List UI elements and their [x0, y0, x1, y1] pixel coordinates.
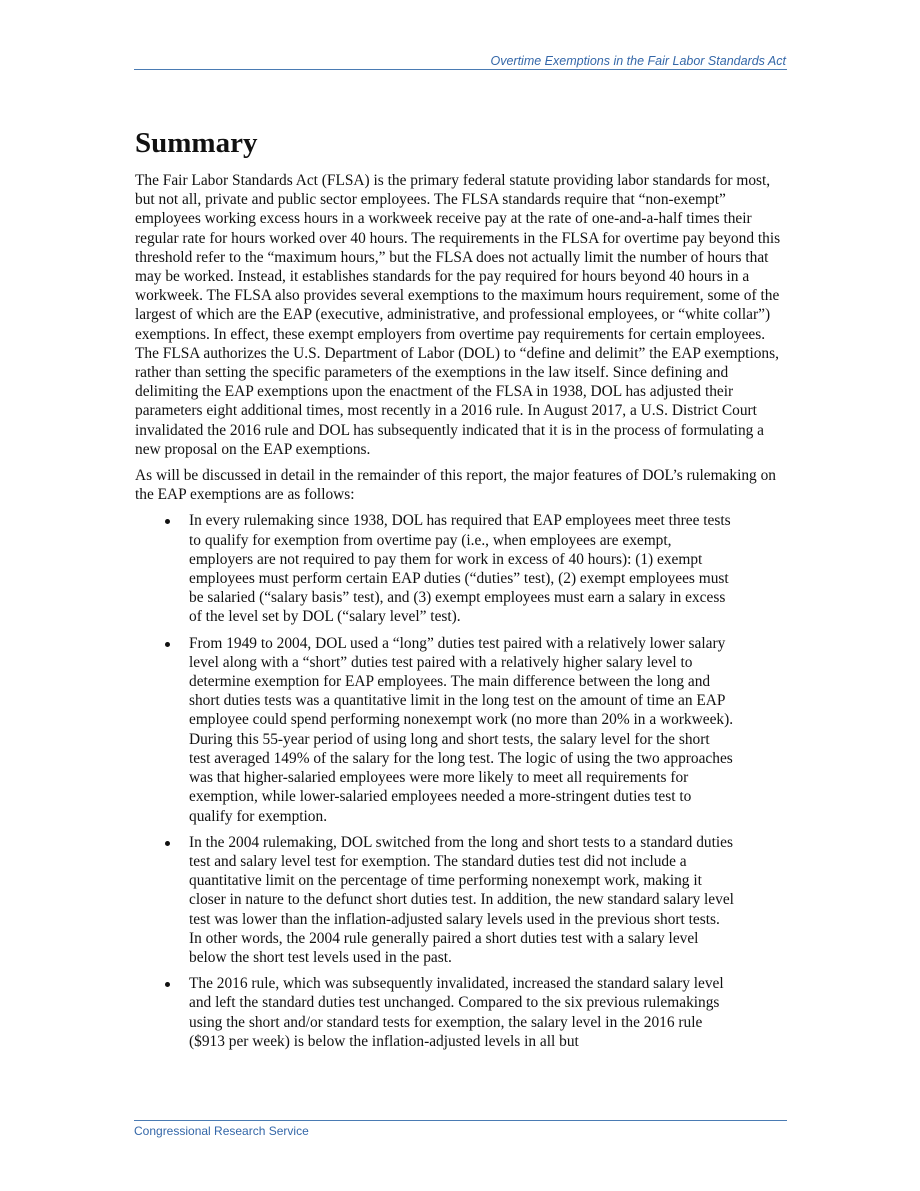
list-item-text: In every rulemaking since 1938, DOL has required that EAP employees meet three tests to qualify for exemption from overtime pay (i.e., when employees are exempt, employers are not required to pay them for work in excess of 40 hours): (1) exempt employees must perform certain EAP duties (“duties” test), (2) exempt employees must be salaried (“salary basis” test), and (3) exempt employees must earn a salary in excess of the level set by DOL (“salary level” test). [189, 512, 731, 626]
list-item [189, 511, 734, 626]
bullet-icon [165, 519, 170, 524]
running-header [134, 54, 787, 70]
list-item [189, 634, 734, 826]
bullet-icon [165, 642, 170, 647]
page-footer [134, 1120, 787, 1138]
bullet-icon [165, 841, 170, 846]
list-item-text: From 1949 to 2004, DOL used a “long” duties test paired with a relatively lower salary level along with a “short” duties test paired with a relatively higher salary level to determine exemption for EAP employees. The main difference between the long and short duties tests was a quantitative limit in the long test on the amount of time an EAP employee could spend performing nonexempt work (no more than 20% in a workweek). During this 55-year period of using long and short tests, the salary level for the short test averaged 149% of the salary for the long test. The logic of using the two approaches was that higher-salaried employees were more likely to meet all requirements for exemption, while lower-salaried employees needed a more-stringent duties test to qualify for exemption. [189, 634, 734, 825]
list-item-text: In the 2004 rulemaking, DOL switched from the long and short tests to a standard duties test and salary level test for exemption. The standard duties test did not include a quantitative limit on the percentage of time performing nonexempt work, making it closer in nature to the defunct short duties test. In addition, the new standard salary level test was lower than the inflation-adjusted salary levels used in the previous short tests. In other words, the 2004 rule generally paired a short duties test with a salary level below the short test levels used in the past. [189, 833, 734, 966]
bullet-icon [165, 982, 170, 987]
main-content [135, 125, 787, 1058]
list-item [189, 833, 734, 967]
features-list [135, 511, 734, 1050]
intro-paragraph: As will be discussed in detail in the remainder of this report, the major features of DOL’s rulemaking on the EAP exemptions are as follows: [135, 467, 776, 504]
page-title: Summary [135, 127, 258, 159]
footer-organization: Congressional Research Service [134, 1124, 309, 1138]
running-title: Overtime Exemptions in the Fair Labor Standards Act [490, 54, 786, 68]
list-item-text: The 2016 rule, which was subsequently invalidated, increased the standard salary level and left the standard duties test unchanged. Compared to the six previous rulemakings using the short and/or standard tests for exemption, the salary level in the 2016 rule ($913 per week) is below the inflation-adjusted levels in all but [189, 975, 724, 1050]
summary-paragraph: The Fair Labor Standards Act (FLSA) is the primary federal statute providing labor standards for most, but not all, private and public sector employees. The FLSA standards require that “non-exempt” employees working excess hours in a workweek receive pay at the rate of one-and-a-half times their regular rate for hours worked over 40 hours. The requirements in the FLSA for overtime pay beyond this threshold refer to the “maximum hours,” but the FLSA does not actually limit the number of hours that may be worked. Instead, it establishes standards for the pay required for hours beyond 40 hours in a workweek. The FLSA also provides several exemptions to the maximum hours requirement, some of the largest of which are the EAP (executive, administrative, and professional employees, or “white collar”) exemptions. In effect, these exempt employers from overtime pay requirements for certain employees. The FLSA authorizes the U.S. Department of Labor (DOL) to “define and delimit” the EAP exemptions, rather than setting the specific parameters of the exemptions in the law itself. Since defining and delimiting the EAP exemptions upon the enactment of the FLSA in 1938, DOL has adjusted their parameters eight additional times, most recently in a 2016 rule. In August 2017, a U.S. District Court invalidated the 2016 rule and DOL has subsequently indicated that it is in the process of formulating a new proposal on the EAP exemptions. [135, 172, 781, 458]
list-item [189, 974, 734, 1051]
